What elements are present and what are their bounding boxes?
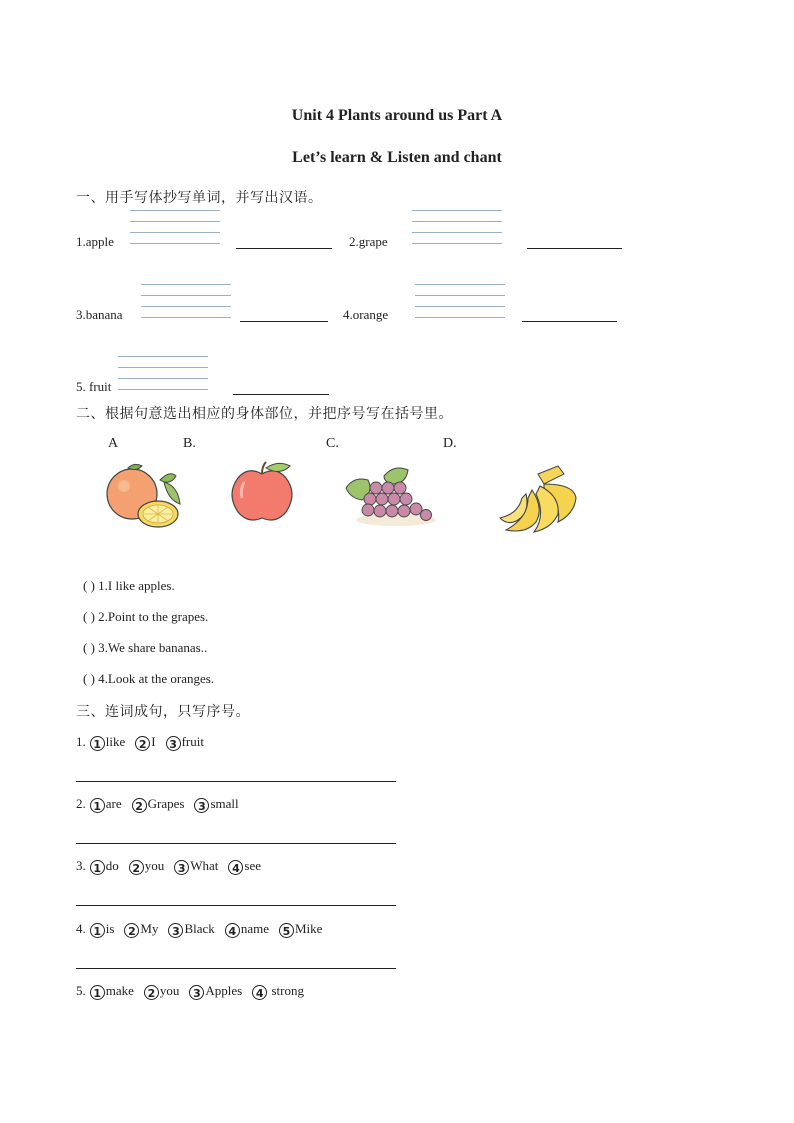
circled-number: 2 — [124, 923, 139, 938]
circled-number: 2 — [135, 736, 150, 751]
handwriting-guide — [141, 284, 231, 317]
word-text: you — [159, 983, 180, 998]
answer-line[interactable] — [522, 321, 617, 322]
answer-parentheses[interactable]: ( ) — [83, 578, 95, 593]
circled-number: 1 — [90, 860, 105, 875]
word-text: strong — [268, 983, 304, 998]
circled-number: 4 — [228, 860, 243, 875]
sentence-row — [83, 640, 207, 656]
word-text: My — [140, 921, 159, 936]
word-chip — [124, 921, 158, 938]
handwriting-guide — [118, 356, 208, 389]
word-chip — [129, 858, 165, 875]
word-chip — [174, 858, 218, 875]
word-fruit: 5. fruit — [76, 379, 112, 394]
question-number: 3. — [76, 858, 86, 873]
word-chip — [168, 921, 214, 938]
word-chip — [90, 796, 122, 813]
word-apple: 1.apple — [76, 234, 114, 249]
word-text: is — [105, 921, 115, 936]
circled-number: 3 — [174, 860, 189, 875]
question-row — [76, 734, 214, 751]
answer-line[interactable] — [527, 248, 622, 249]
sentence-row — [83, 671, 214, 687]
grapes-image — [340, 462, 440, 528]
word-chip — [166, 734, 204, 751]
sentence-text: 1.I like apples. — [98, 578, 175, 593]
word-text: fruit — [181, 734, 204, 749]
handwriting-guide — [130, 210, 220, 243]
option-label-a: A — [108, 436, 119, 451]
word-chip — [90, 858, 119, 875]
circled-number: 2 — [132, 798, 147, 813]
answer-line[interactable] — [76, 905, 396, 906]
word-text: Grapes — [147, 796, 185, 811]
word-text: are — [105, 796, 122, 811]
circled-number: 3 — [194, 798, 209, 813]
word-text: you — [144, 858, 165, 873]
handwriting-guide — [412, 210, 502, 243]
question-row — [76, 983, 314, 1000]
answer-line[interactable] — [236, 248, 332, 249]
section3-heading: 三、连词成句，只写序号。 — [76, 704, 250, 720]
word-chip — [144, 983, 180, 1000]
circled-number: 2 — [144, 985, 159, 1000]
circled-number: 1 — [90, 923, 105, 938]
handwriting-guide — [415, 284, 505, 317]
word-text: do — [105, 858, 119, 873]
question-row — [76, 858, 271, 875]
word-grape: 2.grape — [349, 234, 388, 249]
answer-line[interactable] — [76, 781, 396, 782]
circled-number: 3 — [166, 736, 181, 751]
word-text: small — [210, 796, 239, 811]
question-number: 4. — [76, 921, 86, 936]
section1-heading: 一、用手写体抄写单词，并写出汉语。 — [76, 190, 323, 206]
word-chip — [90, 734, 126, 751]
word-text: I — [151, 734, 156, 749]
word-text: make — [105, 983, 134, 998]
answer-parentheses[interactable]: ( ) — [83, 671, 95, 686]
circled-number: 5 — [279, 923, 294, 938]
word-chip — [194, 796, 238, 813]
word-chip — [189, 983, 242, 1000]
circled-number: 1 — [90, 985, 105, 1000]
circled-number: 2 — [129, 860, 144, 875]
answer-line[interactable] — [76, 968, 396, 969]
word-text: Mike — [294, 921, 323, 936]
answer-line[interactable] — [76, 843, 396, 844]
word-text: see — [244, 858, 262, 873]
question-row — [76, 796, 249, 813]
circled-number: 3 — [189, 985, 204, 1000]
word-chip — [135, 734, 155, 751]
sentence-row — [83, 609, 208, 625]
sentence-text: 2.Point to the grapes. — [98, 609, 209, 624]
answer-parentheses[interactable]: ( ) — [83, 640, 95, 655]
circled-number: 1 — [90, 798, 105, 813]
answer-line[interactable] — [233, 394, 329, 395]
option-label-c: C. — [326, 436, 339, 451]
section2-heading: 二、根据句意选出相应的身体部位，并把序号写在括号里。 — [76, 406, 453, 422]
word-text: name — [240, 921, 269, 936]
word-banana: 3.banana — [76, 307, 123, 322]
bananas-image — [498, 464, 582, 536]
word-text: Black — [184, 921, 215, 936]
answer-parentheses[interactable]: ( ) — [83, 609, 95, 624]
circled-number: 4 — [225, 923, 240, 938]
question-number: 2. — [76, 796, 86, 811]
sentence-row — [83, 578, 175, 594]
orange-lemon-image — [104, 460, 184, 532]
circled-number: 1 — [90, 736, 105, 751]
circled-number: 3 — [168, 923, 183, 938]
circled-number: 4 — [252, 985, 267, 1000]
question-row — [76, 921, 332, 938]
word-text: like — [105, 734, 126, 749]
word-chip — [279, 921, 322, 938]
apple-image — [226, 460, 298, 524]
sentence-text: 3.We share bananas.. — [98, 640, 208, 655]
sentence-text: 4.Look at the oranges. — [98, 671, 215, 686]
worksheet-subtitle: Let’s learn & Listen and chant — [292, 149, 502, 166]
word-orange: 4.orange — [343, 307, 389, 322]
word-chip — [90, 983, 134, 1000]
word-text: What — [190, 858, 219, 873]
word-chip — [225, 921, 269, 938]
option-label-b: B. — [183, 436, 196, 451]
word-chip — [252, 983, 304, 1000]
worksheet-title: Unit 4 Plants around us Part A — [291, 107, 503, 124]
word-chip — [228, 858, 261, 875]
word-chip — [132, 796, 185, 813]
word-chip — [90, 921, 115, 938]
option-label-d: D. — [443, 436, 457, 451]
question-number: 1. — [76, 734, 86, 749]
word-text: Apples — [205, 983, 243, 998]
question-number: 5. — [76, 983, 86, 998]
answer-line[interactable] — [240, 321, 328, 322]
